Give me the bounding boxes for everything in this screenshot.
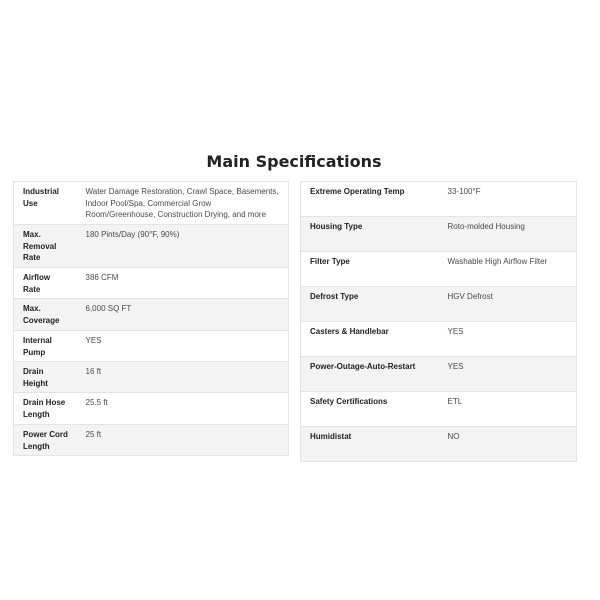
spec-value: 33-100°F [447,187,481,196]
table-row [14,268,289,299]
spec-key: Drain Hose Length [14,393,77,425]
spec-value: 386 CFM [77,268,289,299]
table-row [301,217,577,252]
spec-value: Roto-molded Housing [439,217,577,252]
spec-value: 25.5 ft [77,393,289,425]
spec-value: 25 ft [77,425,289,456]
spec-key: Extreme Operating Temp [310,187,405,196]
spec-key: Airflow Rate [14,268,77,299]
spec-key: Defrost Type [301,287,439,322]
table-row [14,425,289,456]
table-row [14,182,289,225]
page-title: Main Specifications [206,152,382,171]
spec-key: Power-Outage-Auto-Restart [301,357,439,392]
spec-key: Industrial Use [23,187,60,208]
table-row [301,252,577,287]
table-row [14,362,289,393]
spec-key: Drain Height [14,362,77,393]
spec-value: HGV Defrost [439,287,577,322]
spec-table-left [13,181,289,456]
spec-key: Internal Pump [14,331,77,362]
spec-value: NO [439,427,577,462]
spec-key: Housing Type [301,217,439,252]
spec-value: Water Damage Restoration, Crawl Space, Basements, Indoor Pool/Spa, Commercial Grow Room/Greenhouse, Construction Drying, and more [85,187,279,219]
spec-key: Casters & Handlebar [301,322,439,357]
table-row [301,322,577,357]
spec-table-right [300,181,577,462]
spec-key: Max. Coverage [14,299,77,331]
table-row [14,299,289,331]
spec-value: 6,000 SQ FT [77,299,289,331]
spec-value: YES [77,331,289,362]
table-row [14,225,289,268]
spec-value: YES [439,322,577,357]
spec-key: Filter Type [301,252,439,287]
spec-value: ETL [439,392,577,427]
table-row [301,182,577,217]
spec-key: Max. Removal Rate [14,225,77,268]
spec-key: Humidistat [301,427,439,462]
spec-value: YES [439,357,577,392]
spec-value: 16 ft [77,362,289,393]
spec-key: Safety Certifications [301,392,439,427]
table-row [14,393,289,425]
spec-value: 180 Pints/Day (90°F, 90%) [77,225,289,268]
spec-value: Washable High Airflow Filter [439,252,577,287]
table-row [301,427,577,462]
table-row [14,331,289,362]
spec-key: Power Cord Length [14,425,77,456]
table-row [301,392,577,427]
table-row [301,357,577,392]
table-row [301,287,577,322]
